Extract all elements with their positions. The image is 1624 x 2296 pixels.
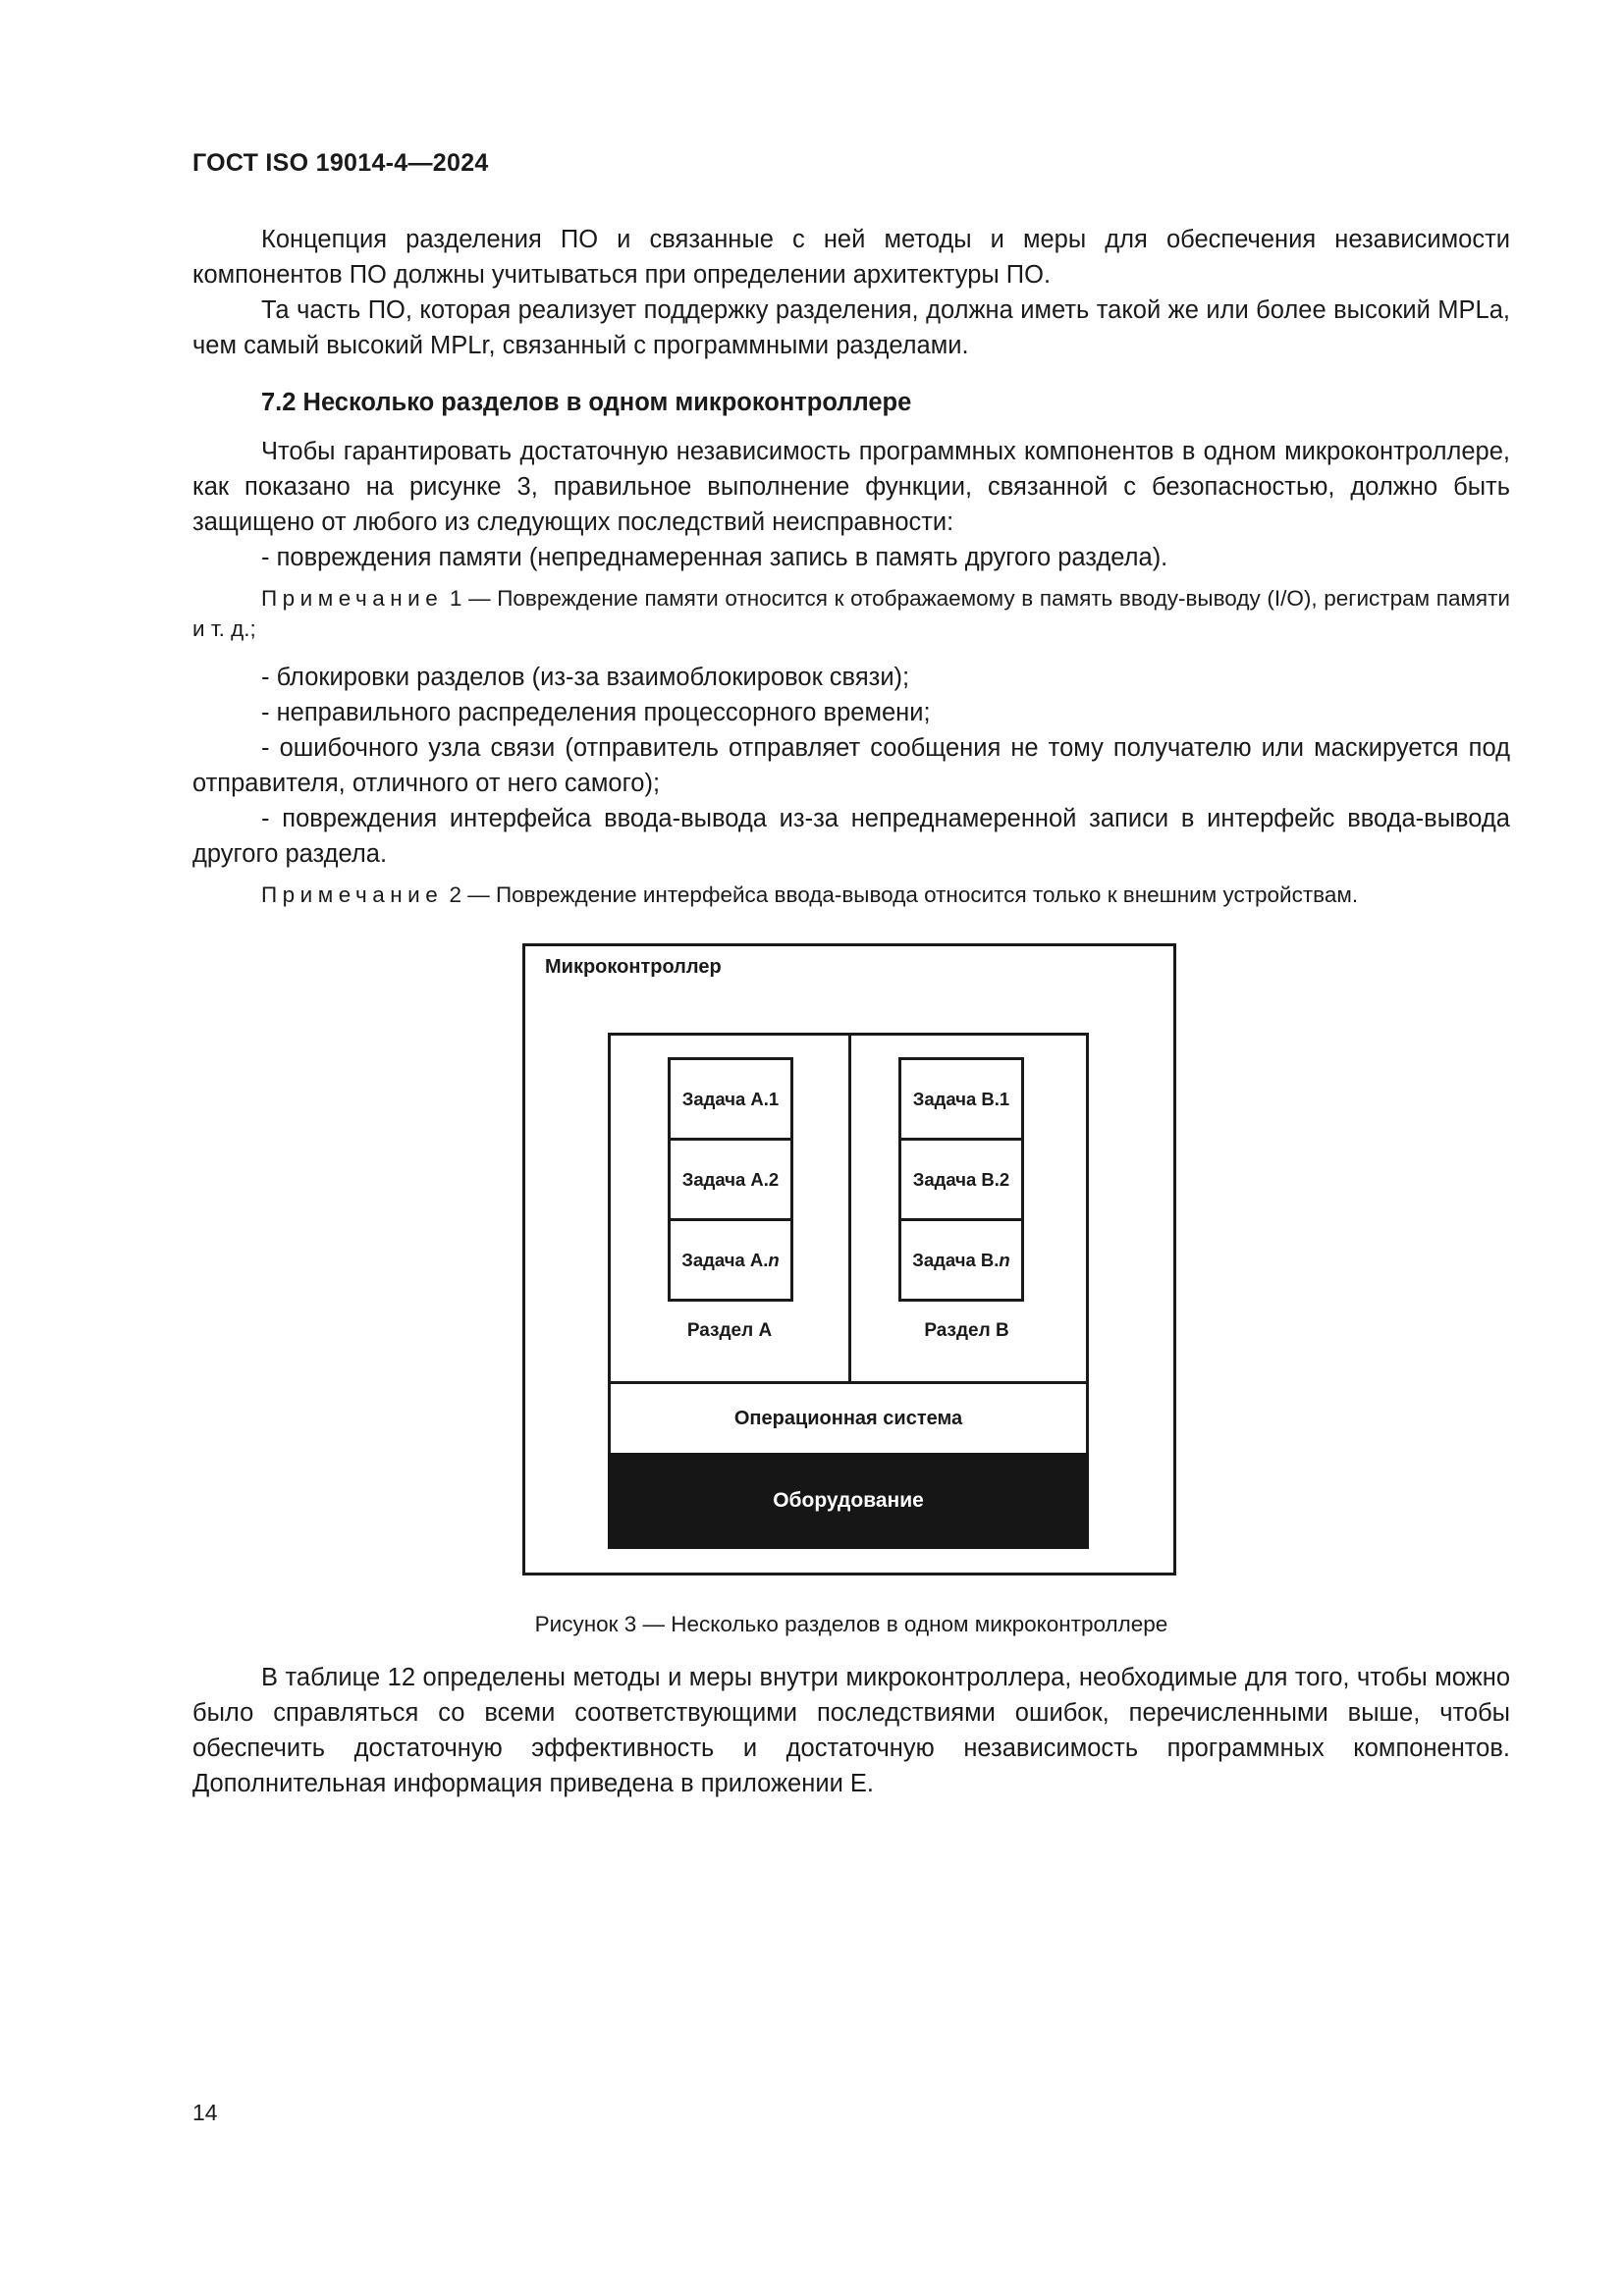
partition-a-label: Раздел А [686,1320,773,1341]
partition-b [847,1033,1089,1384]
task-a-2: Задача А. 2 [668,1138,793,1221]
microcontroller-box [522,943,1176,1575]
list-item: - повреждения интерфейса ввода-вывода из-за непреднамеренной записи в интерфейс ввода-вывода другого раздела. [192,805,1510,868]
partition-b-label: Раздел В [924,1320,1009,1341]
paragraph: Концепция разделения ПО и связанные с ней методы и меры для обеспечения независимости компонентов ПО должны учитываться при определении архитектуры ПО. [192,226,1510,289]
task-b-n: Задача В. n [898,1218,1024,1302]
figure-3 [192,943,1510,1591]
list-item: - ошибочного узла связи (отправитель отправляет сообщения не тому получателю или маскируется под отправителя, отличного от него самого); [192,734,1510,797]
task-a-n: Задача А. n [668,1218,793,1302]
figure-caption: Рисунок 3 — Несколько разделов в одном микроконтроллере [534,1612,1168,1636]
list-item: - повреждения памяти (непреднамеренная запись в память другого раздела). [261,544,1168,571]
partitions-stack [608,1033,1089,1549]
note-2 [192,880,1510,910]
list-item: - блокировки разделов (из-за взаимоблокировок связи); [261,664,910,691]
paragraph: В таблице 12 определены методы и меры внутри микроконтроллера, необходимые для того, чтобы можно было справляться со всеми соответствующими последствиями ошибок, перечисленными выше, чтобы обеспечить достаточную эффективность и достаточную независимость программных компонентов. Дополнительная информация приведена в приложении Е. [192,1664,1510,1797]
document-body [192,222,1510,1801]
task-b-2: Задача В. 2 [898,1138,1024,1221]
note-text: 2 — Повреждение интерфейса ввода-вывода относится только к внешним устройствам. [443,882,1359,907]
note-1 [192,583,1510,644]
note-text: 1 — Повреждение памяти относится к отображаемому в память вводу-выводу (I/O), регистрам памяти и т. д.; [192,586,1510,641]
paragraph: Та часть ПО, которая реализует поддержку разделения, должна иметь такой же или более высокий MPLa, чем самый высокий MPLr, связанный с программными разделами. [192,296,1510,359]
hardware-box: Оборудование [608,1453,1089,1549]
task-a-1: Задача А. 1 [668,1057,793,1141]
section-heading: 7.2 Несколько разделов в одном микроконтроллере [261,389,912,416]
task-b-1: Задача В. 1 [898,1057,1024,1141]
section-intro: Чтобы гарантировать достаточную независимость программных компонентов в одном микроконтроллере, как показано на рисунке 3, правильное выполнение функции, связанной с безопасностью, должно быть защищено от любого из следующих последствий неисправности: [192,438,1510,536]
partition-a [608,1033,851,1384]
operating-system-box: Операционная система [608,1381,1089,1456]
note-label: Примечание [261,882,444,907]
note-label: Примечание [261,586,444,611]
page-number: 14 [192,2100,218,2125]
list-item: - неправильного распределения процессорного времени; [261,699,931,726]
page-header-standard: ГОСТ ISO 19014-4—2024 [192,149,489,177]
microcontroller-label: Микроконтроллер [545,956,722,978]
